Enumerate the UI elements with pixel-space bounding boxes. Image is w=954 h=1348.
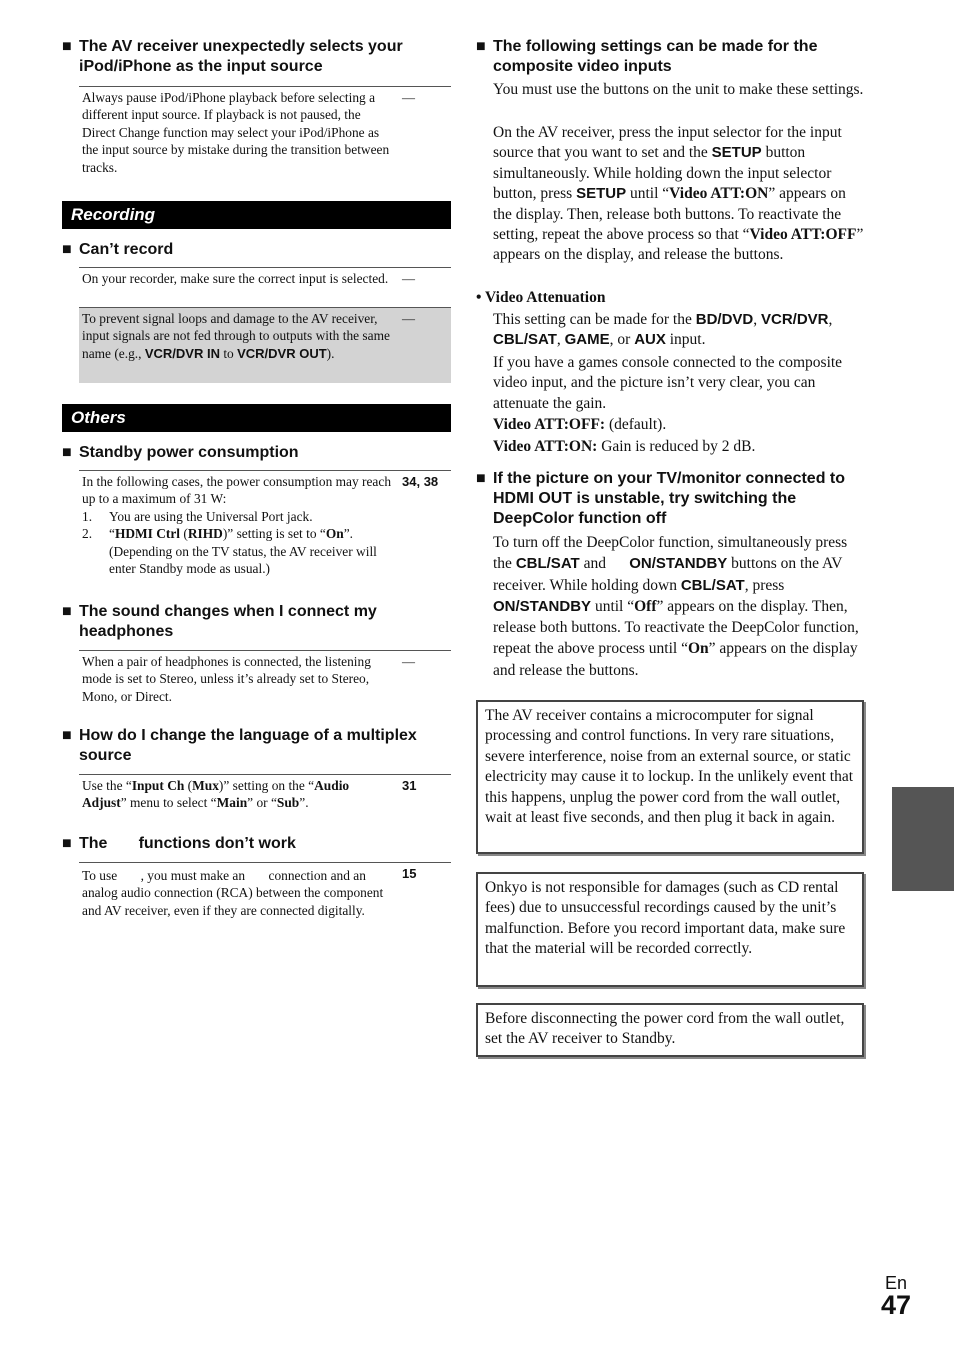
key-label: VCR/DVR xyxy=(761,311,829,328)
row-text: To use , you must make an connection and an analog audio connection (RCA) between the component and AV receiver, even if they are connected digitally. xyxy=(82,868,387,918)
list-number: 2. xyxy=(82,526,93,542)
menu-name: Audio Adjust xyxy=(82,778,350,811)
heading-text: Standby power consumption xyxy=(79,444,299,461)
paragraph xyxy=(493,437,865,457)
key-label: ON/STANDBY xyxy=(629,555,728,573)
text-part: , xyxy=(753,311,761,328)
table-row xyxy=(79,650,451,711)
text-part: button simultaneously. While holding down the input selector button, press xyxy=(493,144,832,203)
section-marker-icon: ■ xyxy=(62,603,72,620)
row-intro: In the following cases, the power consumption may reach up to a maximum of 31 W: xyxy=(82,474,392,507)
key-label: GAME xyxy=(564,331,610,349)
list-item xyxy=(82,508,392,525)
section-marker-icon: ■ xyxy=(62,38,72,55)
heading-text: The AV receiver unexpectedly selects your iPod/iPhone as the input source xyxy=(79,38,403,75)
key-label: VCR/DVR OUT xyxy=(237,345,327,361)
text-part: until “ xyxy=(591,597,635,615)
heading-text: The functions don’t work xyxy=(79,835,296,852)
notice-box-standby xyxy=(476,1003,864,1057)
notice-box-microcomputer xyxy=(476,700,864,854)
key-label: CBL/SAT xyxy=(493,331,557,349)
section-marker-icon: ■ xyxy=(62,835,72,852)
row-text: Always pause iPod/iPhone playback before selecting a different input source. If playback is not paused, the Direct Change function may select your iPod/iPhone as the input source by mistake during the transition between tracks. xyxy=(82,90,390,175)
row-ref: — xyxy=(402,654,415,669)
row-ref: 31 xyxy=(402,778,417,793)
text-part: buttons on the AV receiver. While holding down xyxy=(493,555,846,594)
page-number: 47 xyxy=(881,1290,912,1320)
table-row xyxy=(79,86,451,182)
heading-multiplex-language xyxy=(62,726,451,766)
text-part: This setting can be made for the xyxy=(493,311,696,328)
row-ref: — xyxy=(402,90,415,105)
text-part: , xyxy=(556,331,565,349)
text-part: ” appears on the display. Then, release both buttons. To reactivate the setting, repeat the above process so that “ xyxy=(493,185,846,244)
notice-text: The AV receiver contains a microcomputer for signal processing and control functions. In very rare situations, severe interference, noise from an external source, or static electricity may cause it to lockup. In the unlikely event that this happens, unplug the power cord from the wall outlet, wait at least five seconds, and then plug it back in again. xyxy=(485,707,854,827)
display-text: Video ATT:ON xyxy=(669,185,769,203)
paragraph xyxy=(493,532,865,681)
heading-ipod-input xyxy=(62,37,451,77)
text-part: ” appears on the display and release the buttons. xyxy=(493,640,862,679)
list-number: 1. xyxy=(82,508,93,524)
notice-text: Before disconnecting the power cord from the wall outlet, set the AV receiver to Standby. xyxy=(485,1010,845,1048)
table-row xyxy=(79,774,451,817)
setting-name: Input Ch xyxy=(131,778,185,793)
text-part: Gain is reduced by 2 dB. xyxy=(597,438,756,455)
bullet-heading: • Video Attenuation xyxy=(476,289,606,306)
key-label: CBL/SAT xyxy=(515,555,580,573)
section-bar-title: Others xyxy=(71,408,126,427)
list-text: You are using the Universal Port jack. xyxy=(109,508,313,524)
heading-text: The sound changes when I connect my headphones xyxy=(79,603,377,640)
text-part: until “ xyxy=(626,185,670,203)
side-tab xyxy=(892,787,954,891)
setting-name: Mux xyxy=(192,778,219,793)
section-bar-others xyxy=(62,404,451,432)
heading-text: How do I change the language of a multiplex source xyxy=(79,727,417,764)
language-label: En xyxy=(885,1273,908,1293)
setting-label: Video ATT:ON: xyxy=(493,438,598,455)
display-text: On xyxy=(687,640,709,658)
text-part: On the AV receiver, press the input selector for the input source that you want to set and the xyxy=(493,124,842,162)
heading-headphones xyxy=(62,602,451,642)
text-part: ( xyxy=(180,526,188,542)
paragraph xyxy=(493,123,865,266)
row-ref xyxy=(402,473,438,490)
row-text xyxy=(82,777,392,812)
setting-label: Video ATT:OFF: xyxy=(493,416,606,433)
section-bar-recording xyxy=(62,201,451,229)
key-label: VCR/DVR IN xyxy=(144,345,220,361)
text-part: )” setting on the “ xyxy=(218,778,315,793)
key-label: ON/STANDBY xyxy=(493,597,592,615)
text-part: and xyxy=(579,555,630,573)
heading-text: If the picture on your TV/monitor connected to HDMI OUT is unstable, try switching the DeepColor function off xyxy=(493,470,846,527)
text-part: ”. xyxy=(299,795,309,811)
setting-value: On xyxy=(325,526,344,542)
text-part: , press xyxy=(744,576,808,594)
table-row xyxy=(79,267,451,308)
text-part: , xyxy=(416,474,424,489)
heading-cant-record xyxy=(62,240,451,260)
row-ref: — xyxy=(402,271,415,286)
paragraph xyxy=(493,310,865,351)
display-text: Video ATT:OFF xyxy=(749,226,857,244)
heading-deepcolor xyxy=(476,469,866,529)
text-part: “ xyxy=(109,526,115,542)
list-item xyxy=(82,525,392,577)
row-text xyxy=(82,473,392,577)
text-part: input. xyxy=(665,331,706,349)
text-part: ). xyxy=(326,345,335,361)
list-text xyxy=(109,526,377,576)
heading-text: The following settings can be made for the composite video inputs xyxy=(493,38,818,75)
table-row xyxy=(79,307,451,383)
display-text: Off xyxy=(634,597,657,615)
text-part: to xyxy=(219,345,238,361)
notice-text: Onkyo is not responsible for damages (such as CD rental fees) due to unsuccessful recordings caused by the unit’s malfunction. Before you record important data, make sure that the material will be recorded correctly. xyxy=(485,879,846,958)
text-part: ” appears on the display, and release the buttons. xyxy=(493,226,864,264)
page-ref: 34 xyxy=(402,474,417,489)
text-part: )” setting is set to “ xyxy=(222,526,326,542)
section-marker-icon: ■ xyxy=(476,38,486,55)
setting-name: RIHD xyxy=(187,526,223,542)
setting-value: Sub xyxy=(276,795,300,811)
text-part: Use the “ xyxy=(82,778,132,793)
row-ref: — xyxy=(402,311,415,326)
row-text xyxy=(82,310,392,362)
heading-text: Can’t record xyxy=(79,241,174,258)
row-text: When a pair of headphones is connected, the listening mode is set to Stereo, unless it’s already set to Stereo, Mono, or Direct. xyxy=(82,654,371,704)
section-bar-title: Recording xyxy=(71,205,156,224)
notice-box-recording-liability xyxy=(476,872,864,987)
text-part: To prevent signal loops and damage to the AV receiver, input signals are not fed through to outputs with the same name (e.g., xyxy=(82,311,390,361)
text-part: ( xyxy=(184,778,193,793)
section-marker-icon: ■ xyxy=(62,727,72,744)
text-part: ” menu to select “ xyxy=(120,795,217,811)
table-row xyxy=(79,470,451,586)
text-part: , xyxy=(828,311,833,328)
heading-standby-power xyxy=(62,443,451,463)
paragraph: You must use the buttons on the unit to make these settings. xyxy=(493,81,864,98)
section-marker-icon: ■ xyxy=(476,470,486,487)
paragraph: If you have a games console connected to the composite video input, and the picture isn’t very clear, you can attenuate the gain. xyxy=(493,354,843,412)
heading-composite-video xyxy=(476,37,866,77)
text-part: (default). xyxy=(605,416,667,433)
text-part: To turn off the DeepColor function, simultaneously press the xyxy=(493,534,852,573)
section-marker-icon: ■ xyxy=(62,444,72,461)
text-part: ” appears on the display. Then, release both buttons. To reactivate the DeepColor function, repeat the above process until “ xyxy=(493,597,863,658)
key-label: AUX xyxy=(634,331,666,349)
key-label: CBL/SAT xyxy=(680,576,745,594)
section-marker-icon: ■ xyxy=(62,241,72,258)
setting-name: HDMI Ctrl xyxy=(114,526,181,542)
key-label: SETUP xyxy=(711,144,762,162)
text-part: , or xyxy=(609,331,635,349)
text-part: ” or “ xyxy=(247,795,277,811)
key-label: BD/DVD xyxy=(695,311,754,328)
paragraph xyxy=(493,415,865,435)
page-ref: 38 xyxy=(423,474,439,489)
row-ref: 15 xyxy=(402,866,417,881)
heading-functions-dont-work xyxy=(62,834,451,854)
row-text: On your recorder, make sure the correct input is selected. xyxy=(82,271,389,286)
table-row xyxy=(79,862,451,943)
text-part: ”. (Depending on the TV status, the AV receiver will enter Standby mode as usual.) xyxy=(109,526,377,577)
key-label: SETUP xyxy=(576,185,627,203)
setting-value: Main xyxy=(216,795,248,811)
